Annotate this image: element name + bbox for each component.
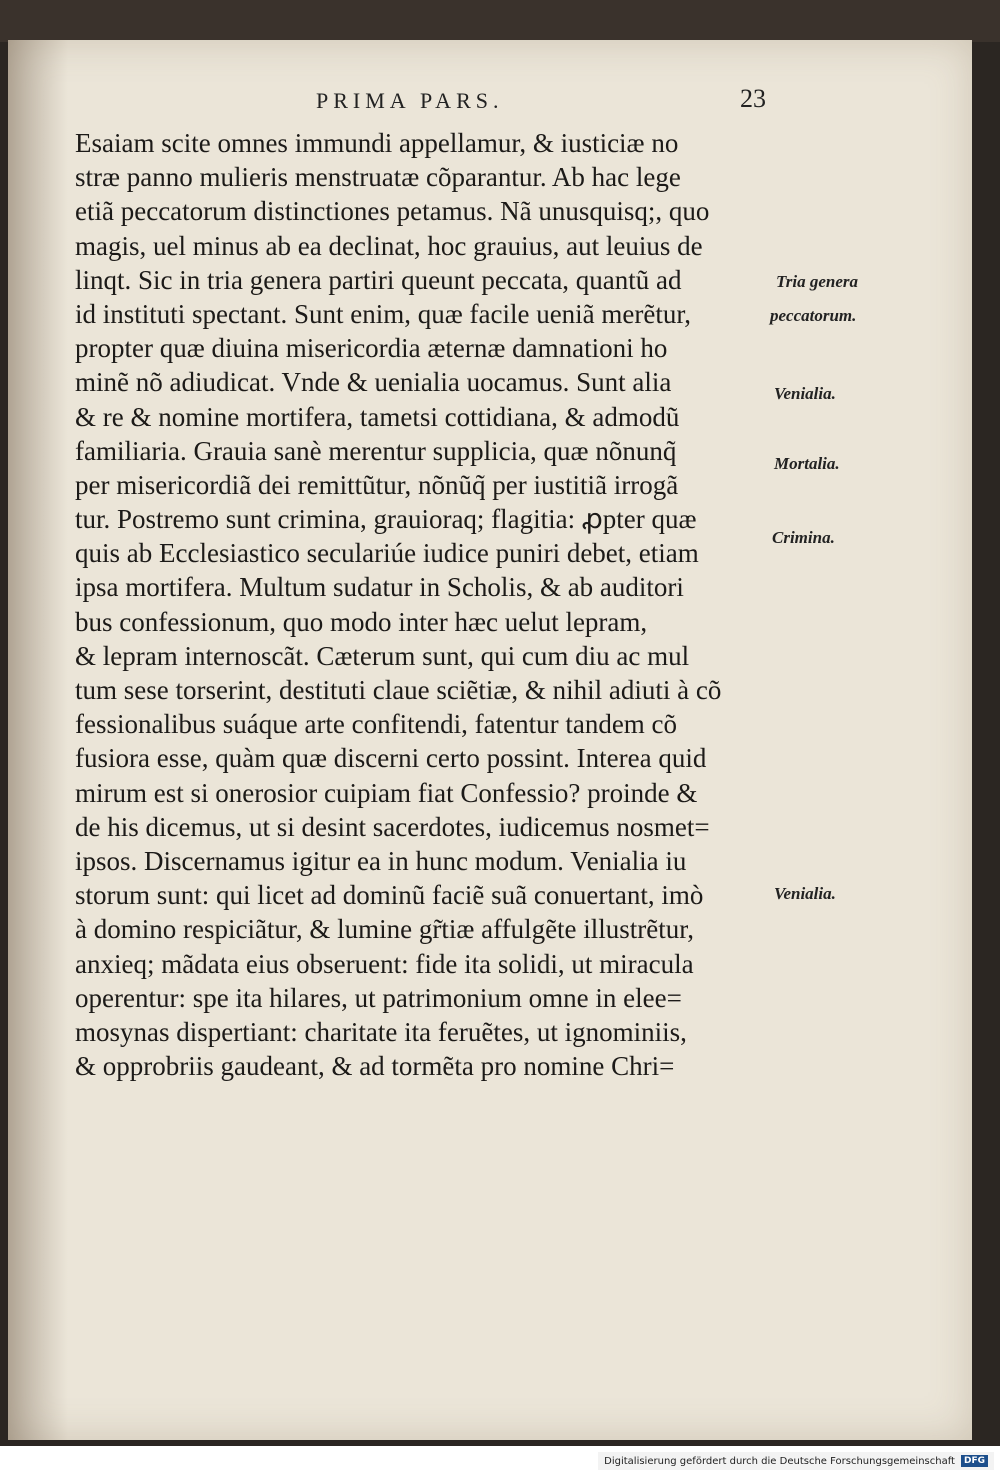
text-line: à domino respiciãtur, & lumine gr̃tiæ affulgẽte illustrẽtur, bbox=[75, 914, 694, 945]
marginal-note-peccatorum: peccatorum. bbox=[770, 306, 857, 325]
text-line: storum sunt: qui licet ad dominũ faciẽ suã conuertant, imò bbox=[75, 880, 704, 911]
text-line: fusiora esse, quàm quæ discerni certo possint. Interea quid bbox=[75, 743, 707, 774]
page-number: 23 bbox=[740, 84, 766, 113]
digitization-credit bbox=[598, 1452, 994, 1470]
text-line: stræ panno mulieris menstruatæ cõparantur. Ab hac lege bbox=[75, 162, 681, 193]
text-line: magis, uel minus ab ea declinat, hoc grauius, aut leuius de bbox=[75, 230, 703, 261]
marginal-note-venialia: Venialia. bbox=[774, 384, 836, 403]
text-line: & opprobriis gaudeant, & ad tormẽta pro nomine Chri= bbox=[75, 1051, 675, 1082]
text-line: ipsos. Discernamus igitur ea in hunc modum. Venialia iu bbox=[75, 845, 687, 876]
marginal-note-crimina: Crimina. bbox=[772, 528, 835, 547]
text-line: bus confessionum, quo modo inter hæc uelut lepram, bbox=[75, 606, 648, 637]
text-line: de his dicemus, ut si desint sacerdotes, iudicemus nosmet= bbox=[75, 811, 710, 842]
text-line: mosynas dispertiant: charitate ita feruẽtes, ut ignominiis, bbox=[75, 1016, 687, 1047]
text-line: Esaiam scite omnes immundi appellamur, & iusticiæ no bbox=[75, 128, 679, 158]
scan-top-edge bbox=[0, 0, 1000, 42]
text-line: anxieq; mãdata eius obseruent: fide ita solidi, ut miracula bbox=[75, 948, 694, 979]
text-line: ipsa mortifera. Multum sudatur in Scholis, & ab auditori bbox=[75, 572, 684, 603]
body-text bbox=[75, 126, 775, 1083]
marginal-note-venialia-second: Venialia. bbox=[774, 884, 836, 903]
credit-text: Digitalisierung gefördert durch die Deutsche Forschungsgemeinschaft bbox=[604, 1455, 955, 1467]
text-line: minẽ nõ adiudicat. Vnde & uenialia uocamus. Sunt alia bbox=[75, 367, 672, 398]
text-line: familiaria. Grauia sanè merentur supplicia, quæ nõnunq̃ bbox=[75, 435, 677, 466]
text-line: quis ab Ecclesiastico seculariúe iudice puniri debet, etiam bbox=[75, 538, 699, 569]
dfg-logo: DFG bbox=[961, 1455, 988, 1467]
text-line: tur. Postremo sunt crimina, grauioraq; flagitia: ꝓpter quæ bbox=[75, 504, 697, 535]
text-line: mirum est si onerosior cuipiam fiat Confessio? proinde & bbox=[75, 777, 698, 808]
marginal-note-mortalia: Mortalia. bbox=[774, 454, 840, 473]
text-line: id instituti spectant. Sunt enim, quæ facile ueniã merẽtur, bbox=[75, 298, 692, 329]
text-line: operentur: spe ita hilares, ut patrimonium omne in elee= bbox=[75, 982, 682, 1013]
text-line: fessionalibus suáque arte confitendi, fatentur tandem cõ bbox=[75, 709, 678, 740]
text-line: & lepram internoscãt. Cæterum sunt, qui cum diu ac mul bbox=[75, 640, 690, 671]
text-line: linqt. Sic in tria genera partiri queunt peccata, quantũ ad bbox=[75, 264, 682, 295]
text-line: tum sese torserint, destituti claue sciẽtiæ, & nihil adiuti à cõ bbox=[75, 675, 722, 705]
running-title: PRIMA PARS. bbox=[316, 88, 504, 113]
text-line: etiã peccatorum distinctiones petamus. Nã unusquisq;, quo bbox=[75, 196, 710, 227]
text-line: propter quæ diuina misericordia æternæ damnationi ho bbox=[75, 333, 668, 364]
text-line: & re & nomine mortifera, tametsi cottidiana, & admodũ bbox=[75, 401, 680, 432]
text-line: per misericordiã dei remittũtur, nõnũq̃ per iustitiã irrogã bbox=[75, 469, 679, 500]
marginal-note-tria-genera: Tria genera bbox=[776, 272, 859, 291]
